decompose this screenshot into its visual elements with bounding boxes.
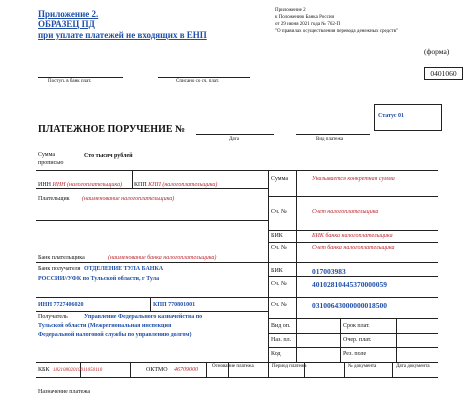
kpp-payer-value: КПП (налогоплательщика): [148, 182, 218, 188]
received-label: Поступ. в банк плат.: [48, 79, 92, 84]
received-line: [38, 77, 123, 78]
grid-h-318: [268, 318, 438, 319]
document-title: ПЛАТЕЖНОЕ ПОРУЧЕНИЕ №: [38, 124, 186, 135]
inn-payer-label: ИНН ИНН (налогоплательщика): [38, 182, 123, 188]
payer-value: (наименование налогоплательщика): [82, 196, 175, 202]
amount-words-label-2: прописью: [38, 160, 64, 166]
grid-h-220: [36, 220, 268, 221]
grid-h-276: [268, 276, 438, 277]
grid-h-188: [36, 188, 268, 189]
kpp-recipient: КПП 770801001: [153, 302, 196, 308]
recipient-account-value: 03100643000000018500: [312, 301, 387, 310]
payer-account-value: Счет налогоплательщика: [312, 209, 379, 215]
payer-account-label: Сч. №: [271, 209, 287, 215]
grid-v-296: [296, 170, 297, 362]
grid-h-170: [36, 170, 438, 171]
corr-acc-recipient-value: 40102810445370000059: [312, 280, 387, 289]
grid-v-130: [130, 362, 131, 377]
header-appendix: Приложение 2.: [38, 9, 99, 19]
period-label: Период платежа: [272, 364, 307, 369]
grid-v-268: [268, 170, 269, 362]
payment-type-label: Вид платежа: [316, 137, 344, 142]
grid-h-196: [268, 196, 438, 197]
recipient-line-2: Тульской области (Межрегиональная инспекция: [38, 323, 172, 329]
payer-label: Плательщик: [38, 196, 70, 202]
grid-h-377: [36, 377, 438, 378]
sum-value: Указывается конкретная сумма: [312, 176, 395, 182]
grid-h-262: [36, 262, 438, 263]
grid-v-150: [150, 297, 151, 311]
grid-v-340: [340, 318, 341, 362]
code-label: Код: [271, 351, 281, 357]
recipient-line-3: Федеральной налоговой службы по управлению долгом): [38, 332, 192, 338]
grid-v-206: [206, 362, 207, 377]
doc-date-label: Дата документа: [396, 364, 430, 369]
oktmo-value: 46709000: [174, 367, 198, 373]
form-code: 0401060: [430, 69, 457, 78]
inn-recipient: ИНН 7727406020: [38, 302, 84, 308]
kbk-value: 18210802010011050110: [53, 368, 103, 373]
bank-payer-label: Банк плательщика: [38, 255, 85, 261]
payment-purpose-label: Назначение платежа: [38, 389, 91, 395]
grid-h-230: [268, 230, 438, 231]
grid-v-132: [132, 170, 133, 188]
recipient-label: Получатель: [38, 314, 68, 320]
bik-payer-value: БИК банка налогоплательщика: [312, 233, 393, 239]
recipient-line-1: Управление Федерального казначейства по: [84, 314, 203, 320]
oktmo-label: ОКТМО: [146, 367, 168, 373]
inn-payer-value: ИНН (налогоплательщика): [52, 182, 123, 188]
date-label: Дата: [229, 137, 239, 142]
bik-payer-label: БИК: [271, 233, 283, 239]
basis-label: Основание платежа: [212, 364, 254, 369]
status-value: Статус 01: [378, 113, 404, 119]
bank-recipient-line-1: ОТДЕЛЕНИЕ ТУЛА БАНКА: [84, 266, 164, 272]
grid-h-333: [268, 333, 438, 334]
kpp-payer-label: КПП КПП (налогоплательщика): [134, 182, 218, 188]
bank-recipient-label: Банк получателя: [38, 266, 81, 272]
header-right-line4: "О правилах осуществления перевода денежных средств": [275, 29, 399, 34]
grid-h-242: [268, 242, 438, 243]
recipient-account-label: Сч. №: [271, 302, 287, 308]
form-label: (форма): [424, 47, 450, 56]
order-label: Очер. плат.: [343, 337, 372, 343]
header-right-line1: Приложение 2: [275, 8, 306, 13]
op-type-label: Вид оп.: [271, 323, 291, 329]
header-right-line3: от 29 июня 2021 года № 762-П: [275, 22, 341, 27]
bank-payer-value: (наименование банка налогоплательщика): [108, 255, 217, 261]
grid-h-347: [268, 347, 438, 348]
kbk-label: КБК: [38, 367, 50, 373]
grid-h-362: [36, 362, 438, 363]
grid-h-311: [36, 311, 268, 312]
grid-v-268b: [268, 362, 269, 377]
grid-h-297: [36, 297, 438, 298]
debited-line: [158, 77, 250, 78]
grid-v-392: [392, 362, 393, 377]
purpose-code-label: Наз. пл.: [271, 337, 292, 343]
doc-num-label: № документа: [348, 364, 377, 369]
corr-acc-recipient-label: Сч. №: [271, 281, 287, 287]
sum-label: Сумма: [271, 176, 288, 182]
header-right-line2: к Положению Банка России: [275, 15, 335, 20]
header-sample: ОБРАЗЕЦ ПД: [38, 19, 95, 29]
bik-recipient-value: 017003983: [312, 267, 346, 276]
term-label: Срок плат.: [343, 323, 370, 329]
reserve-label: Рез. поле: [343, 351, 367, 357]
amount-words-label-1: Сумма: [38, 152, 55, 158]
bank-recipient-line-2: РОССИИ//УФК по Тульской области, г Тула: [38, 276, 160, 282]
date-line: [196, 134, 274, 135]
form-code-box: [424, 67, 463, 80]
debited-label: Списано со сч. плат.: [176, 79, 220, 84]
corr-acc-payer-value: Счет банка налогоплательщика: [312, 245, 395, 251]
amount-words-value: Сто тысяч рублей: [84, 153, 133, 159]
corr-acc-payer-label: Сч. №: [271, 245, 287, 251]
header-subtitle: при уплате платежей не входящих в ЕНП: [38, 30, 207, 40]
grid-v-344: [344, 362, 345, 377]
payment-type-line: [296, 134, 370, 135]
bik-recipient-label: БИК: [271, 268, 283, 274]
grid-v-396: [396, 318, 397, 362]
